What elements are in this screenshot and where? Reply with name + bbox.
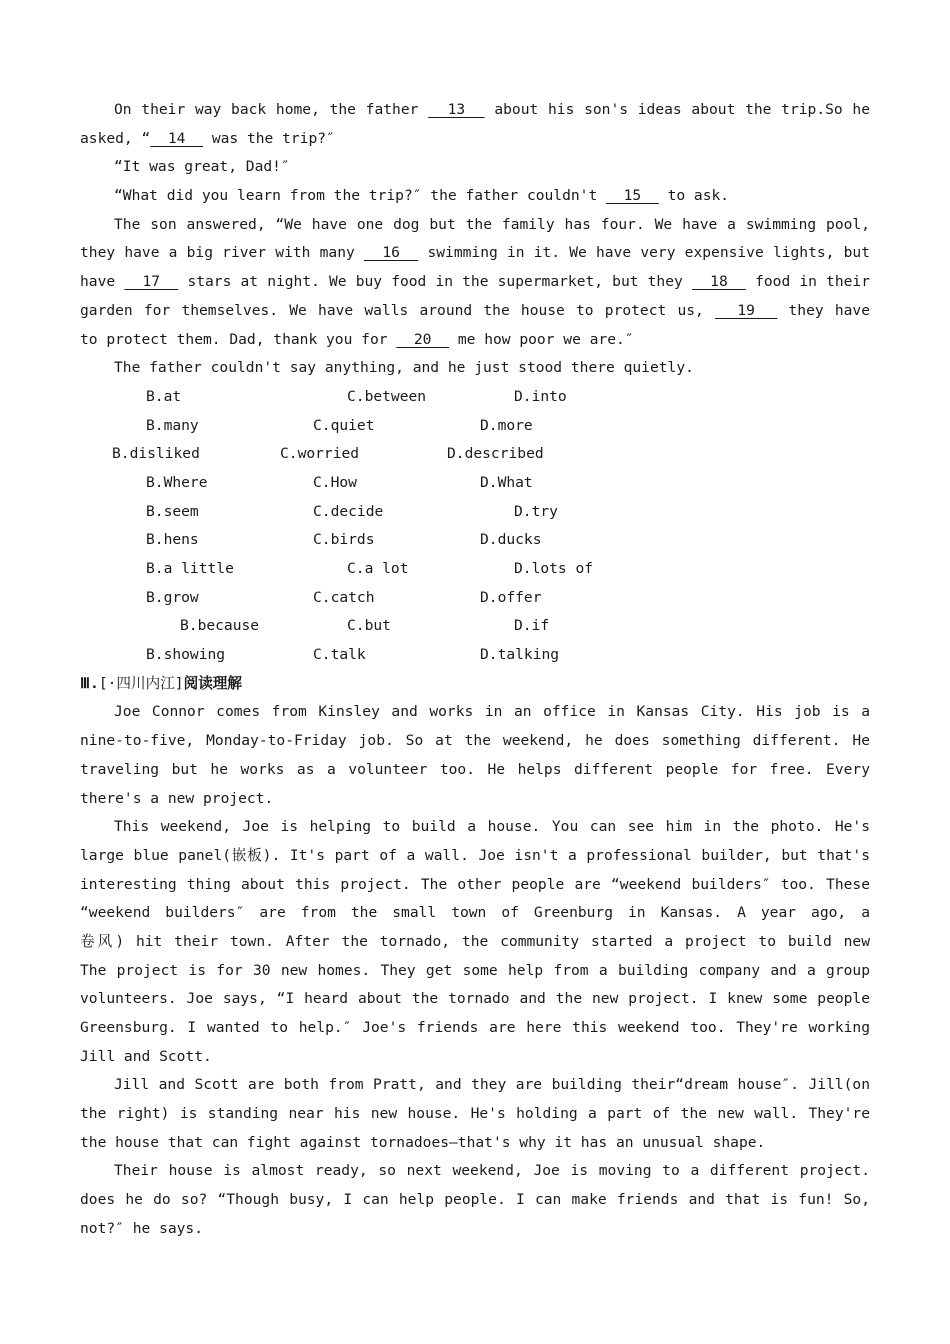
text-line: volunteers. Joe says, “I heard about the tornado and the new project. I knew some people <box>80 990 870 1008</box>
option-row <box>80 526 870 555</box>
option-d: D.talking <box>480 646 560 664</box>
text-line: they have a big river with many 16 swimming in it. We have very expensive lights, but <box>80 244 870 262</box>
option-b: B.showing <box>146 646 226 664</box>
option-c: C.a lot <box>347 560 409 577</box>
text-line: there's a new project. <box>80 789 274 807</box>
text-line: Joe Connor comes from Kinsley and works in an office in Kansas City. His job is a <box>114 703 870 721</box>
option-d: D.into <box>514 387 567 405</box>
option-d: D.ducks <box>480 531 542 549</box>
blank-14: 14 <box>150 129 204 147</box>
option-row <box>80 612 870 641</box>
option-c: C.between <box>347 387 427 405</box>
option-b: B.Where <box>146 473 208 491</box>
text-line: This weekend, Joe is helping to build a house. You can see him in the photo. He's <box>114 818 870 836</box>
option-b: B.hens <box>146 531 199 549</box>
section-source: [·四川内江] <box>98 674 184 692</box>
option-b: B.many <box>146 416 199 434</box>
option-d: D.offer <box>480 588 542 606</box>
blank-17: 17 <box>124 273 179 291</box>
text-line: not?″ he says. <box>80 1219 204 1237</box>
option-c: C.worried <box>280 445 360 463</box>
option-d: D.lots of <box>514 560 594 577</box>
answer-options <box>80 383 870 670</box>
option-d: D.if <box>514 617 550 635</box>
text-line: Their house is almost ready, so next weekend, Joe is moving to a different project. <box>114 1162 870 1180</box>
blank-18: 18 <box>691 273 746 291</box>
text-line: Jill and Scott. <box>80 1047 212 1065</box>
option-d: D.try <box>514 502 558 520</box>
option-c: C.How <box>313 473 357 491</box>
option-row <box>80 555 870 584</box>
text-line: The father couldn't say anything, and he just stood there quietly. <box>114 359 694 377</box>
section-title: 阅读理解 <box>183 674 242 692</box>
text-line: have 17 stars at night. We buy food in the supermarket, but they 18 food in their <box>80 273 870 291</box>
section-heading <box>80 670 870 699</box>
option-row <box>80 641 870 670</box>
text-line: On their way back home, the father 13 about his son's ideas about the trip.So he <box>114 101 870 118</box>
option-row <box>80 383 870 412</box>
text-line: the right) is standing near his new house. He's holding a part of the new wall. They're <box>80 1105 870 1123</box>
option-c: C.birds <box>313 531 375 549</box>
option-row <box>80 469 870 498</box>
option-d: D.described <box>447 445 544 463</box>
option-b: B.at <box>146 387 182 405</box>
reading-passage <box>80 698 870 1243</box>
text-line: interesting thing about this project. The other people are “weekend builders″ too. These <box>80 875 870 893</box>
text-line: asked, “ 14 was the trip?″ <box>80 129 335 147</box>
blank-16: 16 <box>363 244 419 262</box>
option-c: C.quiet <box>313 416 375 434</box>
text-line: Greensburg. I wanted to help.″ Joe's friends are here this weekend too. They're working <box>80 1019 870 1036</box>
text-line: “What did you learn from the trip?″ the father couldn't 15 to ask. <box>114 187 730 205</box>
option-b: B.seem <box>146 502 199 520</box>
text-line: “It was great, Dad!″ <box>114 158 290 176</box>
option-b: B.disliked <box>112 445 200 463</box>
section-numeral: Ⅲ. <box>80 674 99 692</box>
text-line: “weekend builders″ are from the small town of Greenburg in Kansas. A year ago, a <box>80 904 870 922</box>
option-c: C.but <box>347 617 391 635</box>
option-c: C.catch <box>313 588 375 606</box>
blank-15: 15 <box>606 187 659 205</box>
text-line: does he do so? “Though busy, I can help people. I can make friends and that is fun! So, <box>80 1191 870 1209</box>
option-row <box>80 412 870 441</box>
option-d: D.What <box>480 473 533 491</box>
text-line: large blue panel(嵌板). It's part of a wall. Joe isn't a professional builder, but that's <box>80 846 870 864</box>
text-line: Jill and Scott are both from Pratt, and they are building their“dream house″. Jill(on <box>114 1076 870 1094</box>
blank-13: 13 <box>428 101 485 118</box>
option-row <box>80 498 870 527</box>
document-page <box>80 96 870 1244</box>
text-line: traveling but he works as a volunteer too. He helps different people for free. Every <box>80 760 870 778</box>
blank-20: 20 <box>396 330 450 348</box>
text-line: nine-to-five, Monday-to-Friday job. So at the weekend, he does something different. He <box>80 732 870 750</box>
text-line: 卷风) hit their town. After the tornado, the community started a project to build new <box>80 932 870 950</box>
option-row <box>80 440 870 469</box>
blank-19: 19 <box>715 301 778 319</box>
text-line: to protect them. Dad, thank you for 20 me how poor we are.″ <box>80 330 634 348</box>
option-b: B.grow <box>146 588 199 606</box>
text-line: The son answered, “We have one dog but the family has four. We have a swimming pool, <box>114 215 870 233</box>
option-b: B.because <box>180 617 260 635</box>
option-d: D.more <box>480 416 533 434</box>
cloze-passage <box>80 96 870 383</box>
option-b: B.a little <box>146 560 234 577</box>
option-c: C.decide <box>313 502 384 520</box>
text-line: The project is for 30 new homes. They get some help from a building company and a group <box>80 961 870 979</box>
text-line: the house that can fight against tornadoes—that's why it has an unusual shape. <box>80 1133 766 1151</box>
option-c: C.talk <box>313 646 366 664</box>
text-line: garden for themselves. We have walls around the house to protect us, 19 they have <box>80 301 870 319</box>
option-row <box>80 584 870 613</box>
